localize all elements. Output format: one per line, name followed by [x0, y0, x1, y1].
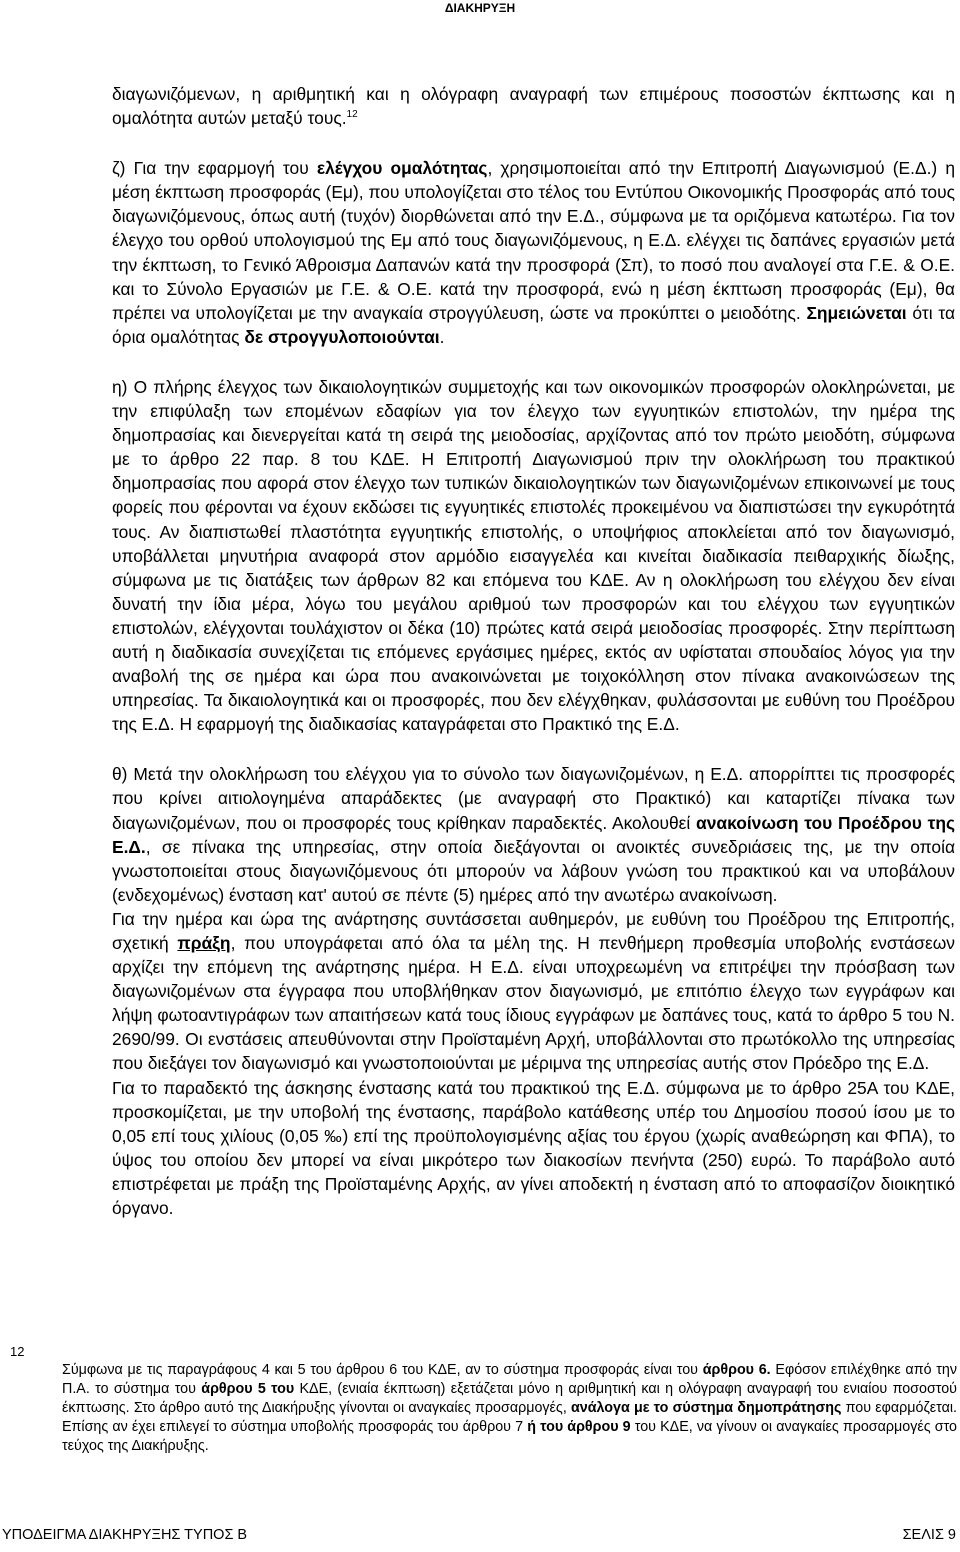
paragraph-intro: διαγωνιζόμενων, η αριθμητική και η ολόγραφη αναγραφή των επιμέρους ποσοστών έκπτωσης και η ομαλότητα αυτών μεταξύ τους.$^{12}$ [112, 84, 955, 129]
footer-page-number: ΣΕΛΙΣ 9 [902, 1527, 956, 1543]
paragraph-h: η) Ο πλήρης έλεγχος των δικαιολογητικών συμμετοχής και των οικονομικών προσφορών ολοκληρώνεται, με την επιφύλαξη των επομένων εδαφίων για τον έλεγχο των εγγυητικών επιστολών, την ημέρα της δημοπρασίας και διενεργείται κατά τη σειρά της μειοδοσίας, αρχίζοντας από τον πρώτο μειοδότη, σύμφωνα με το άρθρο 22 παρ. 8 του ΚΔΕ. Η Επιτροπή Διαγωνισμού πριν την ολοκλήρωση του πρακτικού δημοπρασίας που αφορά στον έλεγχο των τυπικών δικαιολογητικών των διαγωνιζομένων επικοινωνεί με τους φορείς που φέρονται να έχουν εκδώσει τις εγγυητικές επιστολές προκειμένου να διαπιστώσει την εγκυρότητά τους. Αν διαπιστωθεί πλαστότητα εγγυητικής επιστολής, ο υποψήφιος αποκλείεται από τον διαγωνισμό, υποβάλλεται μηνυτήρια αναφορά στον αρμόδιο εισαγγελέα και κινείται διαδικασία πειθαρχικής δίωξης, σύμφωνα με τις διατάξεις των άρθρων 82 και επόμενα του ΚΔΕ. Αν η ολοκλήρωση του ελέγχου δεν είναι δυνατή την ίδια μέρα, λόγω του μεγάλου αριθμού των προσφορών και του ελέγχου των εγγυητικών επιστολών, ελέγχονται τουλάχιστον οι δέκα (10) πρώτες κατά σειρά μειοδοσίας προσφορές. Στην περίπτωση αυτή η διαδικασία συνεχίζεται τις επόμενες εργάσιμες ημέρες, εκτός αν υφίσταται σπουδαίος λόγος για την αναβολή της σε ημέρα και ώρα που ανακοινώνεται με τοιχοκόλληση στον πίνακα ανακοινώσεων της υπηρεσίας. Τα δικαιολογητικά και οι προσφορές, που δεν ελέγχθηκαν, φυλάσσονται με ευθύνη του Προέδρου της Ε.Δ. Η εφαρμογή της διαδικασίας καταγράφεται στο Πρακτικό της Ε.Δ. [112, 376, 955, 735]
footnote-reference[interactable]: 12 [346, 109, 358, 121]
page-header: ΔΙΑΚΗΡΥΞΗ [444, 1, 516, 15]
document-body [112, 82, 955, 1220]
paragraph-th: θ) Μετά την ολοκλήρωση του ελέγχου για το σύνολο των διαγωνιζομένων, η Ε.Δ. απορρίπτει τις προσφορές που κρίνει αιτιολογημένα απαράδεκτες (με αναγραφή στο Πρακτικό) και καταρτίζει πίνακα των διαγωνιζομένων, που οι προσφορές τους κρίθηκαν παραδεκτές. Ακολουθεί ανακοίνωση του Προέδρου της Ε.Δ., σε πίνακα της υπηρεσίας, στην οποία διεξάγονται οι ανοικτές συνεδριάσεις της, με την οποία γνωστοποιείται στους διαγωνιζόμενους ότι μπορούν να λάβουν γνώση του πρακτικού και να υποβάλουν (ενδεχομένως) ένσταση κατ' αυτού σε πέντε (5) ημέρες από την ανωτέρω ανακοίνωση. [112, 764, 956, 905]
footnote-text: Σύμφωνα με τις παραγράφους 4 και 5 του άρθρου 6 του ΚΔΕ, αν το σύστημα προσφοράς είναι του άρθρου 6. Εφόσον επιλέχθηκε από την Π.Α. το σύστημα του άρθρου 5 του ΚΔΕ, (ενιαία έκπτωση) εξετάζεται μόνο η αριθμητική και η ολόγραφη αναγραφή του ενιαίου ποσοστού έκπτωσης. Στο άρθρο αυτό της Διακήρυξης γίνονται οι αναγκαίες προσαρμογές, ανάλογα με το σύστημα δημοπράτησης που εφαρμόζεται. Επίσης αν έχει επιλεγεί το σύστημα υποβολής προσφοράς του άρθρου 7 ή του άρθρου 9 του ΚΔΕ, να γίνουν οι αναγκαίες προσαρμογές στο τεύχος της Διακήρυξης. [62, 1362, 957, 1454]
paragraph-th-objection: Για την ημέρα και ώρα της ανάρτησης συντάσσεται αυθημερόν, με ευθύνη του Προέδρου της Επιτροπής, σχετική πράξη, που υπογράφεται από όλα τα μέλη της. Η πενθήμερη προθεσμία υποβολής ενστάσεων αρχίζει την επόμενη της ανάρτησης ημέρα. Η Ε.Δ. είναι υποχρεωμένη να επιτρέψει την πρόσβαση των διαγωνιζομένων στα έγγραφα που υποβλήθηκαν στον διαγωνισμό, με επιτόπιο έλεγχο των εγγράφων και λήψη φωτοαντιγράφων των απαιτήσεων κατά τους ίδιους εγγράφων με δαπάνες τους, κατά το άρθρο 5 του Ν. 2690/99. Οι ενστάσεις απευθύνονται στην Προϊσταμένη Αρχή, υποβάλλονται στο πρωτόκολλο της υπηρεσίας που διεξάγει τον διαγωνισμό και γνωστοποιούνται με μέριμνα της υπηρεσίας αυτής στον Πρόεδρο της Ε.Δ. [112, 908, 955, 1074]
paragraph-z: ζ) Για την εφαρμογή του ελέγχου ομαλότητας, χρησιμοποιείται από την Επιτροπή Διαγωνισμού (Ε.Δ.) η μέση έκπτωση προσφοράς (Εμ), που υπολογίζεται στο τέλος του Εντύπου Οικονομικής Προσφοράς από τους διαγωνιζόμενους, όπως αυτή (τυχόν) διορθώνεται από την Ε.Δ., σύμφωνα με τα οριζόμενα κατωτέρω. Για τον έλεγχο του ορθού υπολογισμού της Εμ από τους διαγωνιζόμενους, η Ε.Δ. ελέγχει τις δαπάνες εργασιών μετά την έκπτωση, το Γενικό Άθροισμα Δαπανών κατά την προσφορά (Σπ), το ποσό που αναλογεί στα Γ.Ε. & Ο.Ε. και το Σύνολο Εργασιών με Γ.Ε. & Ο.Ε. κατά την προσφορά, ενώ η μέση έκπτωση προσφοράς (Εμ), θα πρέπει να υπολογίζεται με την αναγκαία στρογγύλευση, ώστε να προκύπτει ο μειοδότης. Σημειώνεται ότι τα όρια ομαλότητας δε στρογγυλοποιούνται. [112, 158, 956, 347]
footer-document-title: ΥΠΟΔΕΙΓΜΑ ΔΙΑΚΗΡΥΞΗΣ ΤΥΠΟΣ Β [2, 1527, 248, 1543]
footnote-number: 12 [10, 1344, 25, 1359]
paragraph-th-fee: Για το παραδεκτό της άσκησης ένστασης κατά του πρακτικού της Ε.Δ. σύμφωνα με το άρθρο 25Α του ΚΔΕ, προσκομίζεται, με την υποβολή της ένστασης, παράβολο κατάθεσης υπέρ του Δημοσίου ποσού ίσου με το 0,05 επί τους χιλίους (0,05 ‰) επί της προϋπολογισμένης αξίας του έργου (χωρίς αναθεώρηση και ΦΠΑ), το ύψος του οποίου δεν μπορεί να είναι μικρότερο των διακοσίων πενήντα (250) ευρώ. Το παράβολο αυτό επιστρέφεται με πράξη της Προϊσταμένης Αρχής, αν γίνει αποδεκτή η ένσταση από το αποφασίζον διοικητικό όργανο. [112, 1077, 955, 1219]
